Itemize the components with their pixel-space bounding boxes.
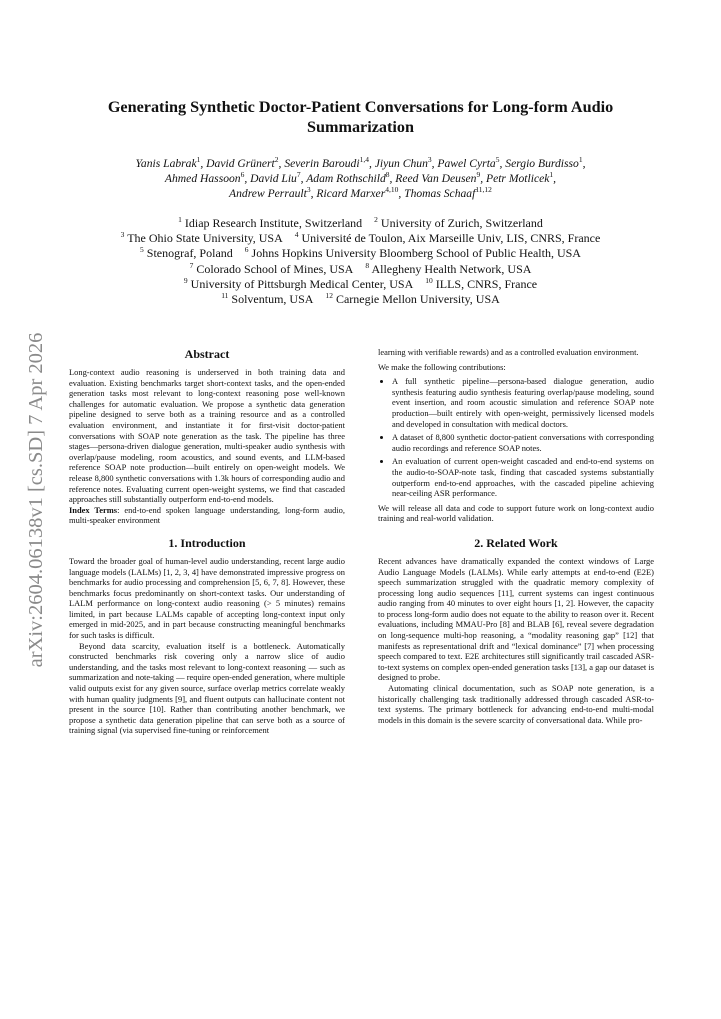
affiliation: The Ohio State University, USA xyxy=(127,231,283,246)
affil-num: 11 xyxy=(221,291,229,301)
affiliation: ILLS, CNRS, France xyxy=(435,276,538,291)
affil-num: 8 xyxy=(365,260,370,270)
author-list: Yanis Labrak$^1$, David Grünert$^2$, Severin Baroudi$^{1,4}$, Jiyun Chun$^3$, Pawel Cyrta$^5$, Sergio Burdisso$^1$, Ahmed Hassoon$^6$, David Liu$^7$, Adam Rothschild$^8$, Reed Van Deusen$^9$, Petr Motlicek$^1$, Andrew Perrault$^3$, Ricard Marxer$^{4,10}$, Thomas Schaaf$^{11,12}$ xyxy=(135,155,586,200)
index-terms-text: : end-to-end spoken language understanding, long-form audio, multi-speaker environment xyxy=(69,504,346,526)
author: Petr Motlicek xyxy=(485,172,550,185)
author: Severin Baroudi xyxy=(284,157,360,170)
author-affil: 1 xyxy=(549,170,554,180)
arxiv-id-text: arXiv:2604.06138v1 [cs.SD] 7 Apr 2026 xyxy=(25,332,47,668)
author-affil: 11,12 xyxy=(475,185,492,195)
affil-num: 6 xyxy=(244,245,249,255)
affiliation: Université de Toulon, Aix Marseille Univ, LIS, CNRS, France xyxy=(301,231,601,246)
author: Andrew Perrault xyxy=(229,187,307,200)
index-terms xyxy=(69,505,345,526)
list-item: • A full synthetic pipeline—persona-based dialogue generation, audio synthesis featuring audio synthesis featuring overlap/pause modeling, sound event insertion, and room acoustic simulation and reference SOAP note production—built entirely with open-weight, permissively licensed models and developed in consultation with medical doctors. xyxy=(392,376,654,429)
author: Adam Rothschild xyxy=(306,172,386,185)
contributions-list xyxy=(378,376,654,499)
paper-title: Generating Synthetic Doctor-Patient Conversations for Long-form Audio Summarization xyxy=(107,98,614,136)
affiliation: Allegheny Health Network, USA xyxy=(371,261,532,276)
affiliation: Idiap Research Institute, Switzerland xyxy=(184,216,363,230)
author-affil: 5 xyxy=(495,155,500,165)
related-paragraph-2: Automating clinical documentation, such as SOAP note generation, is a historically challenging task traditionally addressed through cascaded ASR-to-text systems. The primary bottleneck for advancing end-to-end multi-modal models in this domain is the severe scarcity of conversational data. While pro- xyxy=(378,683,654,725)
affil-num: 4 xyxy=(294,230,299,240)
author-affil: 1,4 xyxy=(359,155,369,165)
affil-num: 2 xyxy=(374,215,378,224)
arxiv-identifier xyxy=(6,300,58,700)
affiliation: University of Pittsburgh Medical Center, USA xyxy=(190,276,414,291)
affiliation: Johns Hopkins University Bloomberg School of Public Health, USA xyxy=(251,246,581,261)
author-affil: 1 xyxy=(196,155,201,165)
release-statement: We will release all data and code to support future work on long-context audio training and real-world validation. xyxy=(378,502,654,524)
affiliation-list xyxy=(50,216,671,307)
affiliation: Carnegie Mellon University, USA xyxy=(335,292,500,307)
affil-num: 9 xyxy=(183,275,188,285)
author: David Liu xyxy=(250,172,297,185)
introduction-heading: 1. Introduction xyxy=(168,535,246,550)
author-affil: 8 xyxy=(385,170,390,180)
author-affil: 3 xyxy=(427,155,432,165)
affil-num: 12 xyxy=(325,291,333,301)
author-affil: 6 xyxy=(240,170,245,180)
affiliation: Stenograf, Poland xyxy=(146,246,233,261)
author: Ahmed Hassoon xyxy=(164,172,241,185)
affil-num: 3 xyxy=(120,230,125,240)
author-affil: 4,10 xyxy=(385,185,399,195)
abstract-heading: Abstract xyxy=(184,347,230,361)
contributions-intro: We make the following contributions: xyxy=(378,361,506,372)
affil-num: 10 xyxy=(425,275,433,285)
affiliation: Colorado School of Mines, USA xyxy=(196,261,354,276)
affiliation: Solventum, USA xyxy=(231,292,314,307)
author-affil: 3 xyxy=(306,185,311,195)
related-paragraph-1: Recent advances have dramatically expanded the context windows of Large Audio Language Models (LALMs). While early attempts at end-to-end (E2E) speech summarization struggled with the quadratic memory complexity of processing long audio sequences [11], current systems can ingest continuous audio ranging from 40 minutes to over eight hours [1, 2]. However, the capacity to process long-form audio does not equate to the ability to reason over it. Recent evaluations, including MMAU-Pro [8] and BLAB [6], reveal severe degradation on long-sequence multi-hop reasoning, a “modality reasoning gap” [12] that manifests as representational drift and “lexical dominance” [7] when processing speech compared to text. E2E architectures still significantly trail cascaded ASR-to-text systems on complex open-ended generation tasks [13], a gap our dataset is designed to probe. xyxy=(378,555,654,683)
author: Pawel Cyrta xyxy=(437,157,496,170)
abstract-text: Long-context audio reasoning is underserved in both training data and evaluation. Existing benchmarks target short-context tasks, and the open-ended generation tasks most relevant to long-context reasoning pose well-known challenges for automatic evaluation. We propose a synthetic data generation pipeline designed to serve both as a training resource and as a controlled evaluation environment, and instantiate it for first-visit doctor-patient conversations with SOAP note generation as the task. The pipeline has three stages—persona-driven dialogue generation, multi-speaker audio synthesis with overlap/pause modeling, room acoustics, and sound events, and LLM-based reference SOAP note production—built entirely on open-weight models. We release 8,800 synthetic conversations with 1.3k hours of corresponding audio and reference notes. Evaluating current open-weight systems, we find that cascaded approaches still substantially outperform end-to-end models. xyxy=(69,367,345,505)
author-affil: 1 xyxy=(578,155,583,165)
author: Sergio Burdisso xyxy=(505,157,579,170)
author: Thomas Schaaf xyxy=(404,187,476,200)
intro-paragraph-2: Beyond data scarcity, evaluation itself is a bottleneck. Automatically constructed benchmarks risk covering only a narrow slice of audio understanding, and the tasks most relevant to long-context reasoning — such as summarization and note-taking — require open-ended generation, where multiple valid outputs exist for any given source, surface overlap metrics correlate weakly with human quality judgments [9], and fluent outputs can hallucinate content not present in the source [10]. Rather than contributing another benchmark, we propose a synthetic data generation pipeline that can serve both as a source of training signal (via supervised fine-tuning or reinforcement xyxy=(69,640,345,736)
related-work-heading: 2. Related Work xyxy=(474,535,558,550)
list-item: • A dataset of 8,800 synthetic doctor-patient conversations with corresponding audio recordings and reference SOAP notes. xyxy=(392,432,654,453)
left-column xyxy=(69,347,345,736)
index-terms-label: Index Terms xyxy=(69,504,118,515)
right-column xyxy=(378,347,654,725)
author: Yanis Labrak xyxy=(135,157,197,170)
author-affil: 7 xyxy=(296,170,301,180)
list-item: • An evaluation of current open-weight cascaded and end-to-end systems on the audio-to-SOAP-note task, finding that cascaded systems substantially outperform end-to-end approaches, with the cascaded pipeline achieving near-ceiling ASR performance. xyxy=(392,456,654,498)
author: David Grünert xyxy=(206,157,275,170)
intro-continuation: learning with verifiable rewards) and as a controlled evaluation environment. xyxy=(378,347,639,357)
author: Reed Van Deusen xyxy=(395,172,477,185)
affil-num: 1 xyxy=(178,215,182,224)
intro-paragraph-1: Toward the broader goal of human-level audio understanding, recent large audio language models (LALMs) [1, 2, 3, 4] have demonstrated impressive progress on benchmarks for audio processing and comprehension [5, 6, 7, 8]. However, these benchmarks focus predominantly on short-context tasks. Our understanding of LALM performance on long-context audio reasoning (> 5 minutes) remains limited, in part because LALMs capable of accepting long-context input only emerged in mid-2025, and in part because constructing meaningful benchmarks for such tasks is difficult. xyxy=(69,555,345,641)
author-affil: 9 xyxy=(476,170,481,180)
author-affil: 2 xyxy=(274,155,279,165)
author: Ricard Marxer xyxy=(316,187,386,200)
affil-num: 7 xyxy=(189,260,194,270)
affiliation: University of Zurich, Switzerland xyxy=(380,216,543,230)
author: Jiyun Chun xyxy=(374,157,428,170)
affil-num: 5 xyxy=(140,245,144,255)
